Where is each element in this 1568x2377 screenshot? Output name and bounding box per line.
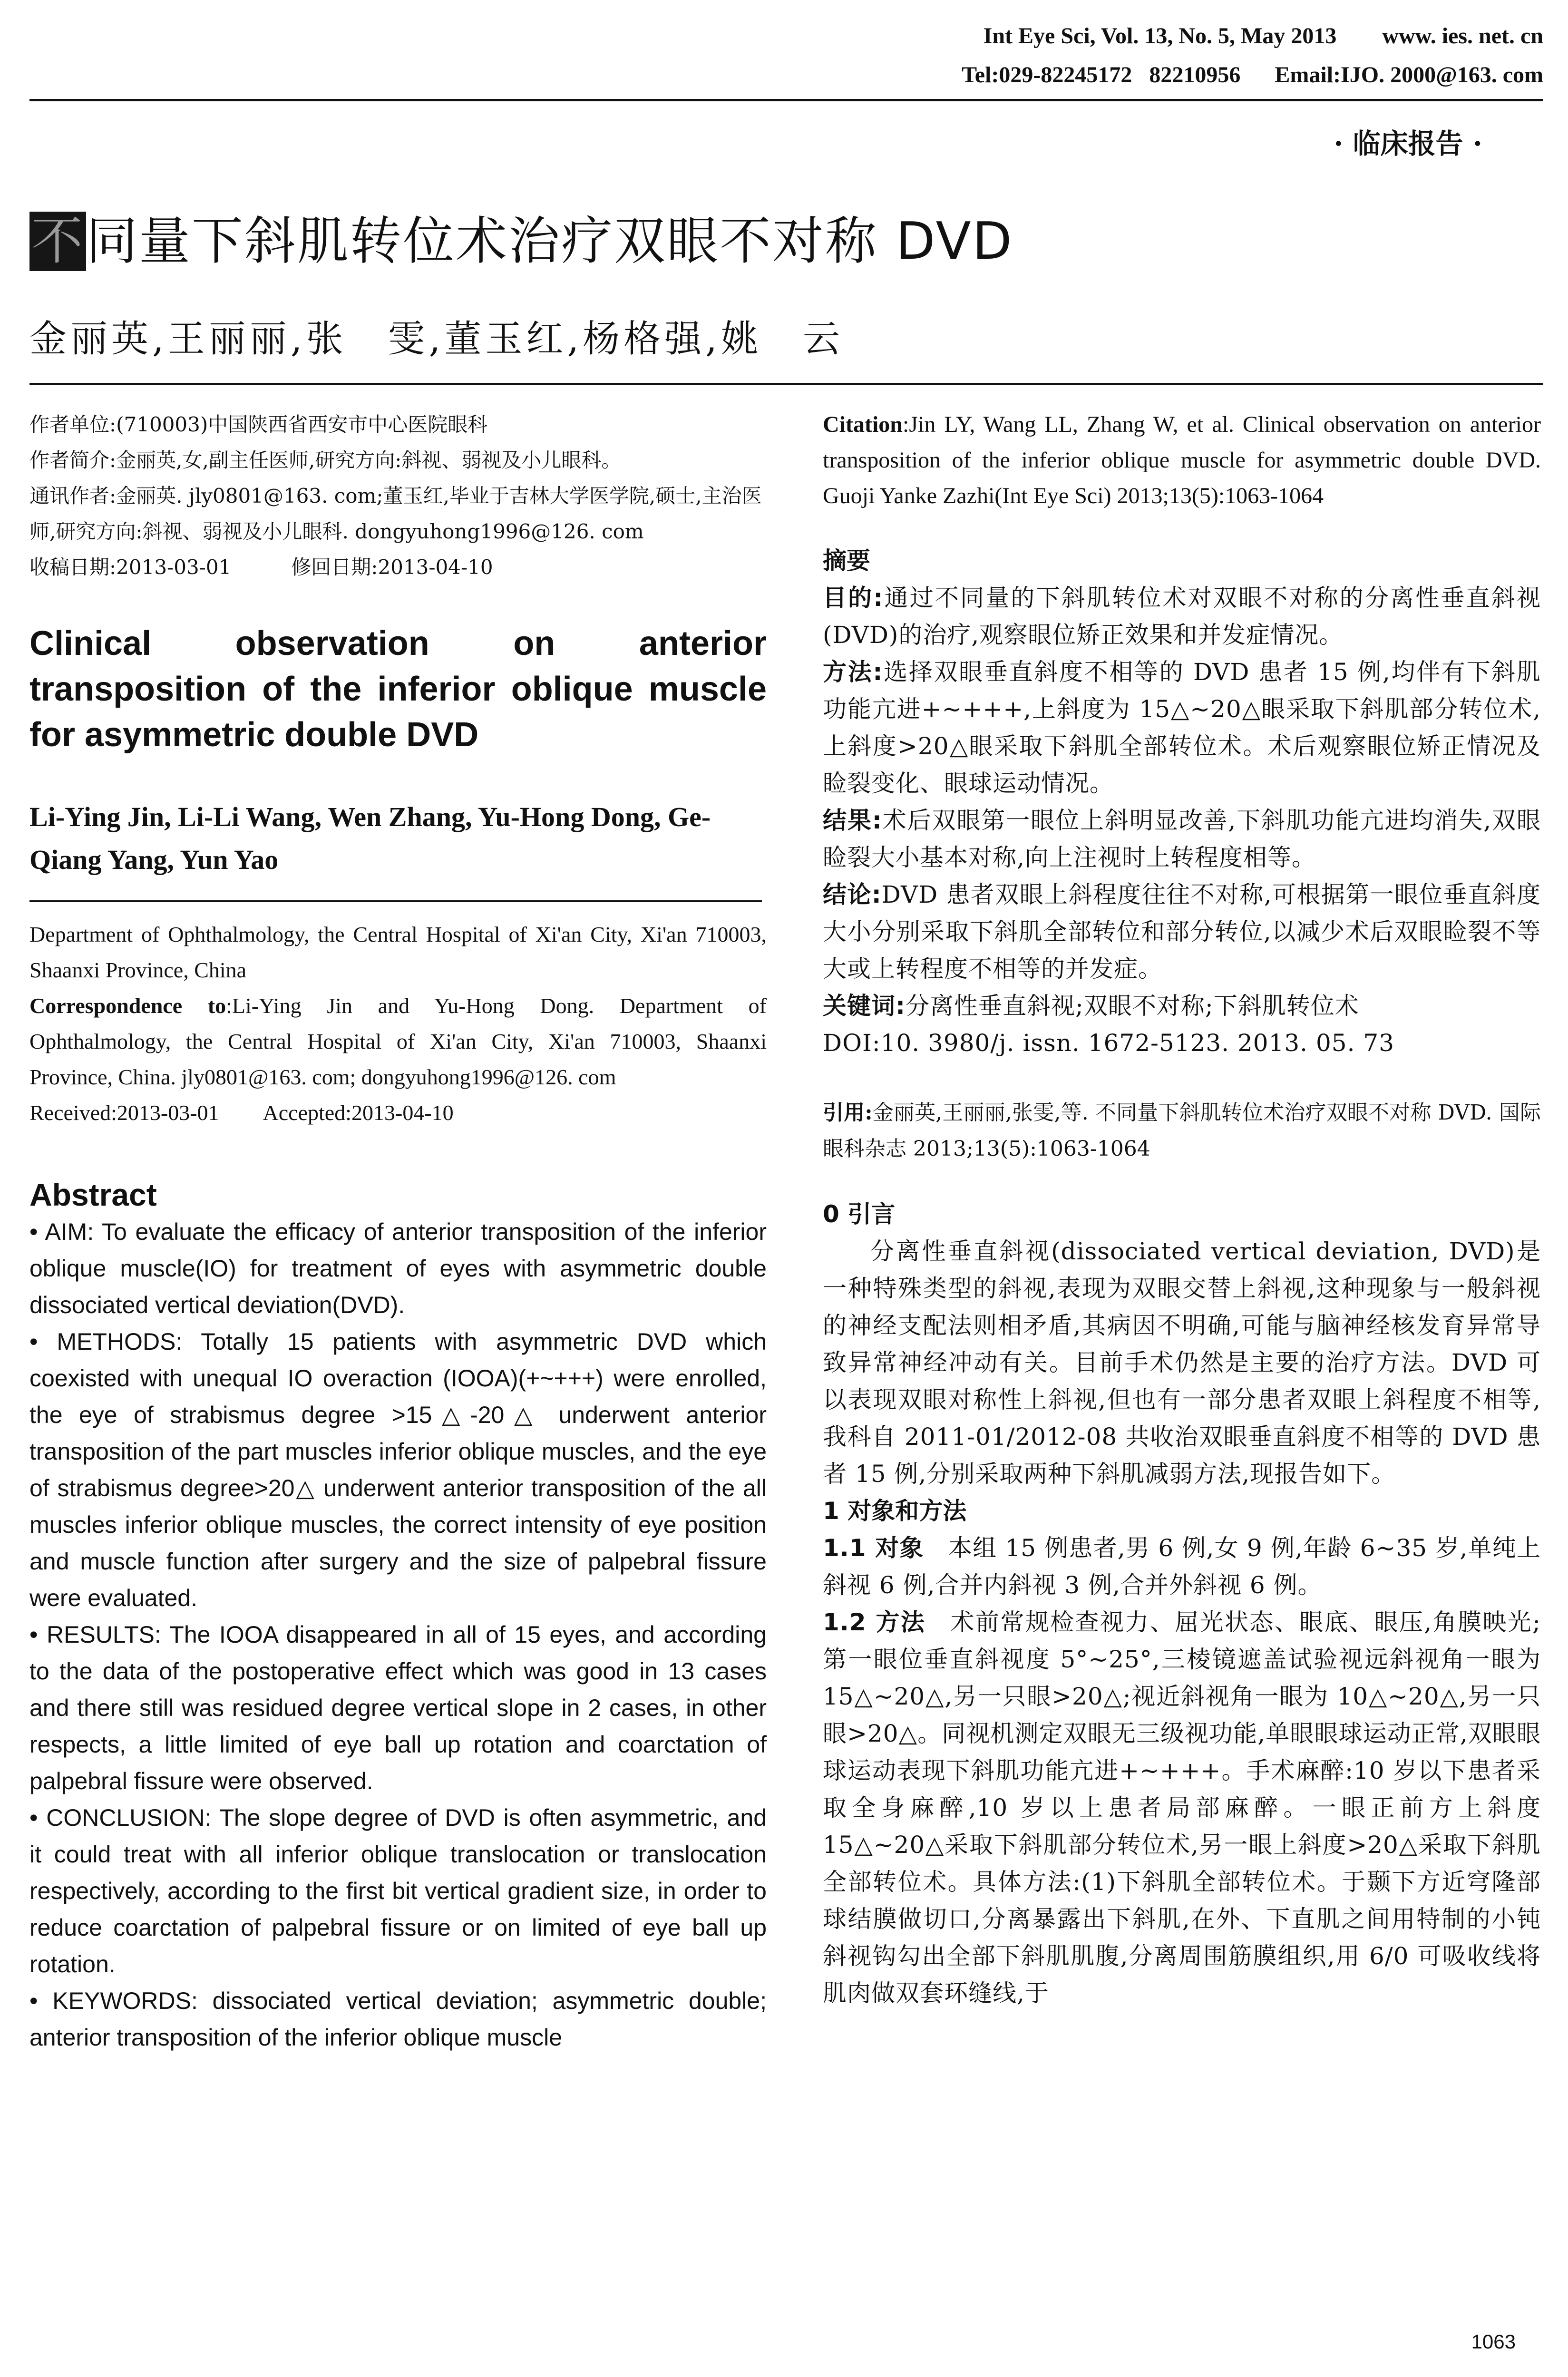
- journal-header-line1: Int Eye Sci, Vol. 13, No. 5, May 2013 www. ies. net. cn: [983, 23, 1543, 49]
- title-rest: 同量下斜肌转位术治疗双眼不对称 DVD: [86, 212, 1013, 271]
- journal-header-line2: Tel:029-82245172 82210956 Email:IJO. 2000@163. com: [962, 62, 1543, 88]
- section-1-2: [823, 1604, 1541, 2012]
- abstract-keywords: • KEYWORDS: dissociated vertical deviation; asymmetric double; anterior transposition of the inferior oblique muscle: [29, 1987, 767, 2051]
- abstract-cn-methods: [823, 653, 1541, 802]
- authors-divider: [29, 383, 1543, 385]
- english-authors: Li-Ying Jin, Li-Li Wang, Wen Zhang, Yu-Hong Dong, Ge-Qiang Yang, Yun Yao: [29, 801, 711, 875]
- results-cn-label: 结果:: [823, 807, 882, 834]
- article-title: [29, 200, 1013, 273]
- header-divider: [29, 99, 1543, 101]
- abstract-cn-conclusion: [823, 876, 1541, 987]
- abstract-cn-heading: 摘要: [823, 547, 870, 575]
- citation-label: Citation: [823, 412, 903, 437]
- received-accepted: Received:2013-03-01 Accepted:2013-04-10: [29, 1101, 454, 1125]
- abstract-aim: • AIM: To evaluate the efficacy of anterior transposition of the inferior oblique muscle(IO) for treatment of eyes with asymmetric double dissociated vertical deviation(DVD).: [29, 1218, 767, 1318]
- corresponding-author: 通讯作者:金丽英. jly0801@163. com;董玉红,毕业于吉林大学医学院,硕士,主治医师,研究方向:斜视、弱视及小儿眼科. dongyuhong1996@126. com: [29, 484, 762, 543]
- methods-cn-label: 方法:: [823, 658, 883, 686]
- left-column: [29, 407, 767, 2056]
- section-label: · 临床报告 ·: [1334, 127, 1482, 160]
- page-number: 1063: [1471, 2330, 1516, 2353]
- title-first-char: 不: [29, 212, 86, 271]
- abstract-heading: Abstract: [29, 1177, 157, 1212]
- affiliation-block: [29, 916, 767, 1130]
- s11-label: 1.1 对象: [823, 1534, 924, 1562]
- aim-cn-label: 目的:: [823, 584, 884, 612]
- section-1-1: [823, 1529, 1541, 1604]
- conclusion-cn-label: 结论:: [823, 881, 882, 908]
- s11-text: 本组 15 例患者,男 6 例,女 9 例,年龄 6~35 岁,单纯上斜视 6 例,合并内斜视 3 例,合并外斜视 6 例。: [823, 1534, 1541, 1599]
- abstract-cn-aim: [823, 579, 1541, 653]
- keywords-cn-label: 关键词:: [823, 992, 906, 1020]
- department: Department of Ophthalmology, the Central Hospital of Xi'an City, Xi'an 710003, Shaanxi Province, China: [29, 922, 767, 982]
- cite-cn-text: 金丽英,王丽丽,张雯,等. 不同量下斜肌转位术治疗双眼不对称 DVD. 国际眼科杂志 2013;13(5):1063-1064: [823, 1101, 1541, 1161]
- s12-text: 术前常规检查视力、屈光状态、眼底、眼压,角膜映光;第一眼位垂直斜视度 5°~25°,三棱镜遮盖试验视远斜视角一眼为 15△~20△,另一只眼>20△;视近斜视角一眼为 10△~20△,另一只眼>20△。同视机测定双眼无三级视功能,单眼眼球运动正常,双眼眼球运动表现下斜肌功能亢进+~+++。手术麻醉:10 岁以下患者采取全身麻醉,10 岁以上患者局部麻醉。一眼正前方上斜度 15△~20△采取下斜肌部分转位术,另一眼上斜度>20△采取下斜肌全部转位术。具体方法:(1)下斜肌全部转位术。于颞下方近穹隆部球结膜做切口,分离暴露出下斜肌,在外、下直肌之间用特制的小钝斜视钩勾出全部下斜肌肌腹,分离周围筋膜组织,用 6/0 可吸收线将肌肉做双套环缝线,于: [823, 1608, 1541, 2007]
- author-bio: 作者简介:金丽英,女,副主任医师,研究方向:斜视、弱视及小儿眼科。: [29, 448, 622, 472]
- abstract-methods: • METHODS: Totally 15 patients with asymmetric DVD which coexisted with unequal IO overaction (IOOA)(+~+++) were enrolled, the eye of strabismus degree >15△-20△ underwent anterior transposition of the part muscles inferior oblique muscles, and the eye of strabismus degree>20△ underwent anterior transposition of the all muscles inferior oblique muscles, the correct intensity of eye position and muscle function after surgery and the size of palpebral fissure were evaluated.: [29, 1328, 767, 1611]
- citation-cn: [823, 1095, 1541, 1167]
- abstract-conclusion: • CONCLUSION: The slope degree of DVD is often asymmetric, and it could treat with all inferior oblique translocation or translocation respectively, according to the first bit vertical gradient size, in order to reduce coarctation of palpebral fissure or on limited of eye ball up rotation.: [29, 1804, 767, 1978]
- methods-heading: 1 对象和方法: [823, 1497, 967, 1525]
- cite-cn-label: 引用:: [823, 1101, 873, 1125]
- aim-cn-text: 通过不同量的下斜肌转位术对双眼不对称的分离性垂直斜视(DVD)的治疗,观察眼位矫正效果和并发症情况。: [823, 584, 1541, 649]
- doi: DOI:10. 3980/j. issn. 1672-5123. 2013. 05. 73: [823, 1029, 1395, 1057]
- intro-heading: 0 引言: [823, 1200, 896, 1228]
- abstract-cn-results: [823, 802, 1541, 876]
- conclusion-cn-text: DVD 患者双眼上斜程度往往不对称,可根据第一眼位垂直斜度大小分别采取下斜肌全部转位和部分转位,以减少术后双眼睑裂不等大或上转程度不相等的并发症。: [823, 881, 1541, 983]
- abstract-cn-keywords: [823, 987, 1541, 1024]
- affiliation-divider: [29, 900, 762, 902]
- english-title: Clinical observation on anterior transposition of the inferior oblique muscle for asymmetric double DVD: [29, 624, 767, 754]
- citation-en: [823, 407, 1541, 514]
- correspondence-label: Correspondence to: [29, 994, 226, 1018]
- citation-text: :Jin LY, Wang LL, Zhang W, et al. Clinical observation on anterior transposition of the inferior oblique muscle for asymmetric double DVD. Guoji Yanke Zazhi(Int Eye Sci) 2013;13(5):1063-1064: [823, 412, 1541, 508]
- s12-label: 1.2 方法: [823, 1608, 926, 1636]
- right-column: [823, 407, 1541, 2012]
- abstract-results: • RESULTS: The IOOA disappeared in all of 15 eyes, and according to the data of the postoperative effect which was good in 13 cases and there still was residued degree vertical slope in 2 cases, in other respects, a little limited of eye ball up rotation and coarctation of palpebral fissure were observed.: [29, 1621, 767, 1794]
- authors-cn: 金丽英,王丽丽,张 雯,董玉红,杨格强,姚 云: [29, 318, 844, 360]
- results-cn-text: 术后双眼第一眼位上斜明显改善,下斜肌功能亢进均消失,双眼睑裂大小基本对称,向上注视时上转程度相等。: [823, 807, 1541, 871]
- dates-cn: 收稿日期:2013-03-01 修回日期:2013-04-10: [29, 555, 493, 579]
- methods-cn-text: 选择双眼垂直斜度不相等的 DVD 患者 15 例,均伴有下斜肌功能亢进+~+++,上斜度为 15△~20△眼采取下斜肌部分转位术,上斜度>20△眼采取下斜肌全部转位术。术后观察眼位矫正情况及睑裂变化、眼球运动情况。: [823, 658, 1541, 797]
- correspondence-text: :Li-Ying Jin and Yu-Hong Dong. Department of Ophthalmology, the Central Hospital of Xi'an City, Xi'an 710003, Shaanxi Province, China. jly0801@163. com; dongyuhong1996@126. com: [29, 994, 767, 1089]
- author-unit: 作者单位:(710003)中国陕西省西安市中心医院眼科: [29, 413, 488, 436]
- intro-text: 分离性垂直斜视(dissociated vertical deviation, DVD)是一种特殊类型的斜视,表现为双眼交替上斜视,这种现象与一般斜视的神经支配法则相矛盾,其病因不明确,可能与脑神经核发育异常导致异常神经冲动有关。目前手术仍然是主要的治疗方法。DVD 可以表现双眼对称性上斜视,但也有一部分患者双眼上斜程度不相等,我科自 2011-01/2012-08 共收治双眼垂直斜度不相等的 DVD 患者 15 例,分别采取两种下斜肌减弱方法,现报告如下。: [823, 1237, 1541, 1488]
- keywords-cn-text: 分离性垂直斜视;双眼不对称;下斜肌转位术: [906, 992, 1359, 1020]
